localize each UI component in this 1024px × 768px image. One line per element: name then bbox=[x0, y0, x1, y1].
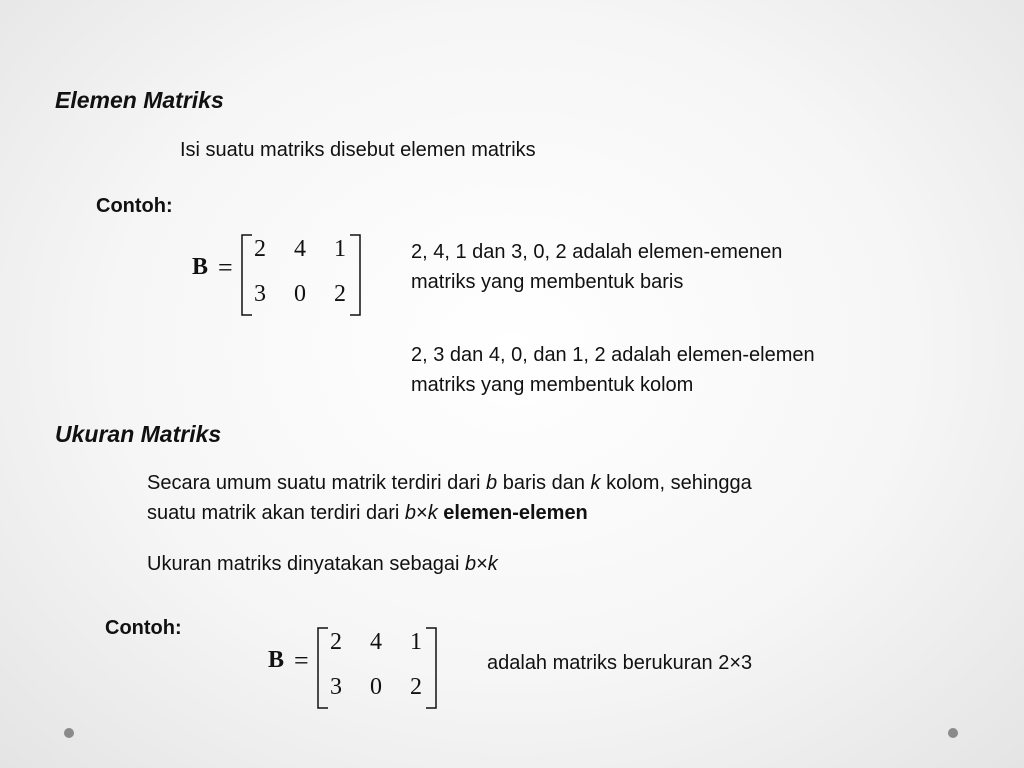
text-fragment: baris dan bbox=[502, 472, 585, 494]
var-b: b bbox=[404, 502, 417, 524]
equals-sign: = bbox=[218, 253, 233, 282]
matrix-cell: 1 bbox=[334, 236, 346, 262]
equals-sign: = bbox=[294, 646, 309, 675]
text-fragment: Secara umum suatu matrik terdiri dari bbox=[147, 472, 481, 494]
matrix-b-1 bbox=[192, 232, 372, 312]
matrix-cell: 0 bbox=[294, 281, 306, 307]
matrix-cell: 3 bbox=[330, 674, 342, 700]
right-bracket bbox=[348, 234, 362, 316]
matrix-cell: 0 bbox=[370, 674, 382, 700]
matrix-cell: 3 bbox=[254, 281, 266, 307]
times-sign: × bbox=[416, 502, 428, 524]
times-sign: × bbox=[476, 553, 488, 575]
rows-note-line2: matriks yang membentuk baris bbox=[411, 271, 684, 293]
text-fragment: Ukuran matriks dinyatakan sebagai bbox=[147, 553, 460, 575]
paragraph-line2 bbox=[147, 498, 752, 528]
var-k: k bbox=[590, 472, 601, 494]
matrix-name: B bbox=[268, 647, 285, 673]
rows-note bbox=[411, 237, 782, 297]
var-k: k bbox=[427, 502, 438, 524]
definition-text: Isi suatu matriks disebut elemen matriks bbox=[180, 139, 536, 161]
matrix-name: B bbox=[192, 254, 209, 280]
section-title-ukuran: Ukuran Matriks bbox=[55, 421, 222, 447]
matrix-cell: 2 bbox=[410, 674, 422, 700]
text-fragment: suatu matrik akan terdiri dari bbox=[147, 502, 400, 524]
rows-note-line1: 2, 4, 1 dan 3, 0, 2 adalah elemen-emenen bbox=[411, 241, 783, 263]
corner-dot-icon bbox=[948, 728, 958, 738]
var-b: b bbox=[486, 472, 498, 494]
bold-term: elemen-elemen bbox=[443, 502, 588, 524]
var-k: k bbox=[487, 553, 498, 575]
corner-dot-icon bbox=[64, 728, 74, 738]
cols-note bbox=[411, 340, 815, 400]
matrix-cell: 2 bbox=[334, 281, 346, 307]
example-label-2: Contoh: bbox=[105, 617, 182, 639]
matrix-cell: 1 bbox=[410, 629, 422, 655]
size-statement bbox=[147, 549, 498, 579]
section-title-elemen: Elemen Matriks bbox=[55, 87, 224, 113]
var-b: b bbox=[464, 553, 477, 575]
size-note: adalah matriks berukuran 2×3 bbox=[487, 652, 753, 674]
matrix-cell: 4 bbox=[370, 629, 382, 655]
paragraph-line1 bbox=[147, 468, 752, 498]
cols-note-line1: 2, 3 dan 4, 0, dan 1, 2 adalah elemen-elemen bbox=[411, 344, 815, 366]
example-label-1: Contoh: bbox=[96, 195, 173, 217]
matrix-b-2 bbox=[268, 625, 448, 705]
matrix-cell: 4 bbox=[294, 236, 306, 262]
matrix-cell: 2 bbox=[330, 629, 342, 655]
general-paragraph bbox=[147, 468, 752, 528]
text-fragment: kolom, sehingga bbox=[606, 472, 752, 494]
cols-note-line2: matriks yang membentuk kolom bbox=[411, 374, 694, 396]
right-bracket bbox=[424, 627, 438, 709]
matrix-cell: 2 bbox=[254, 236, 266, 262]
